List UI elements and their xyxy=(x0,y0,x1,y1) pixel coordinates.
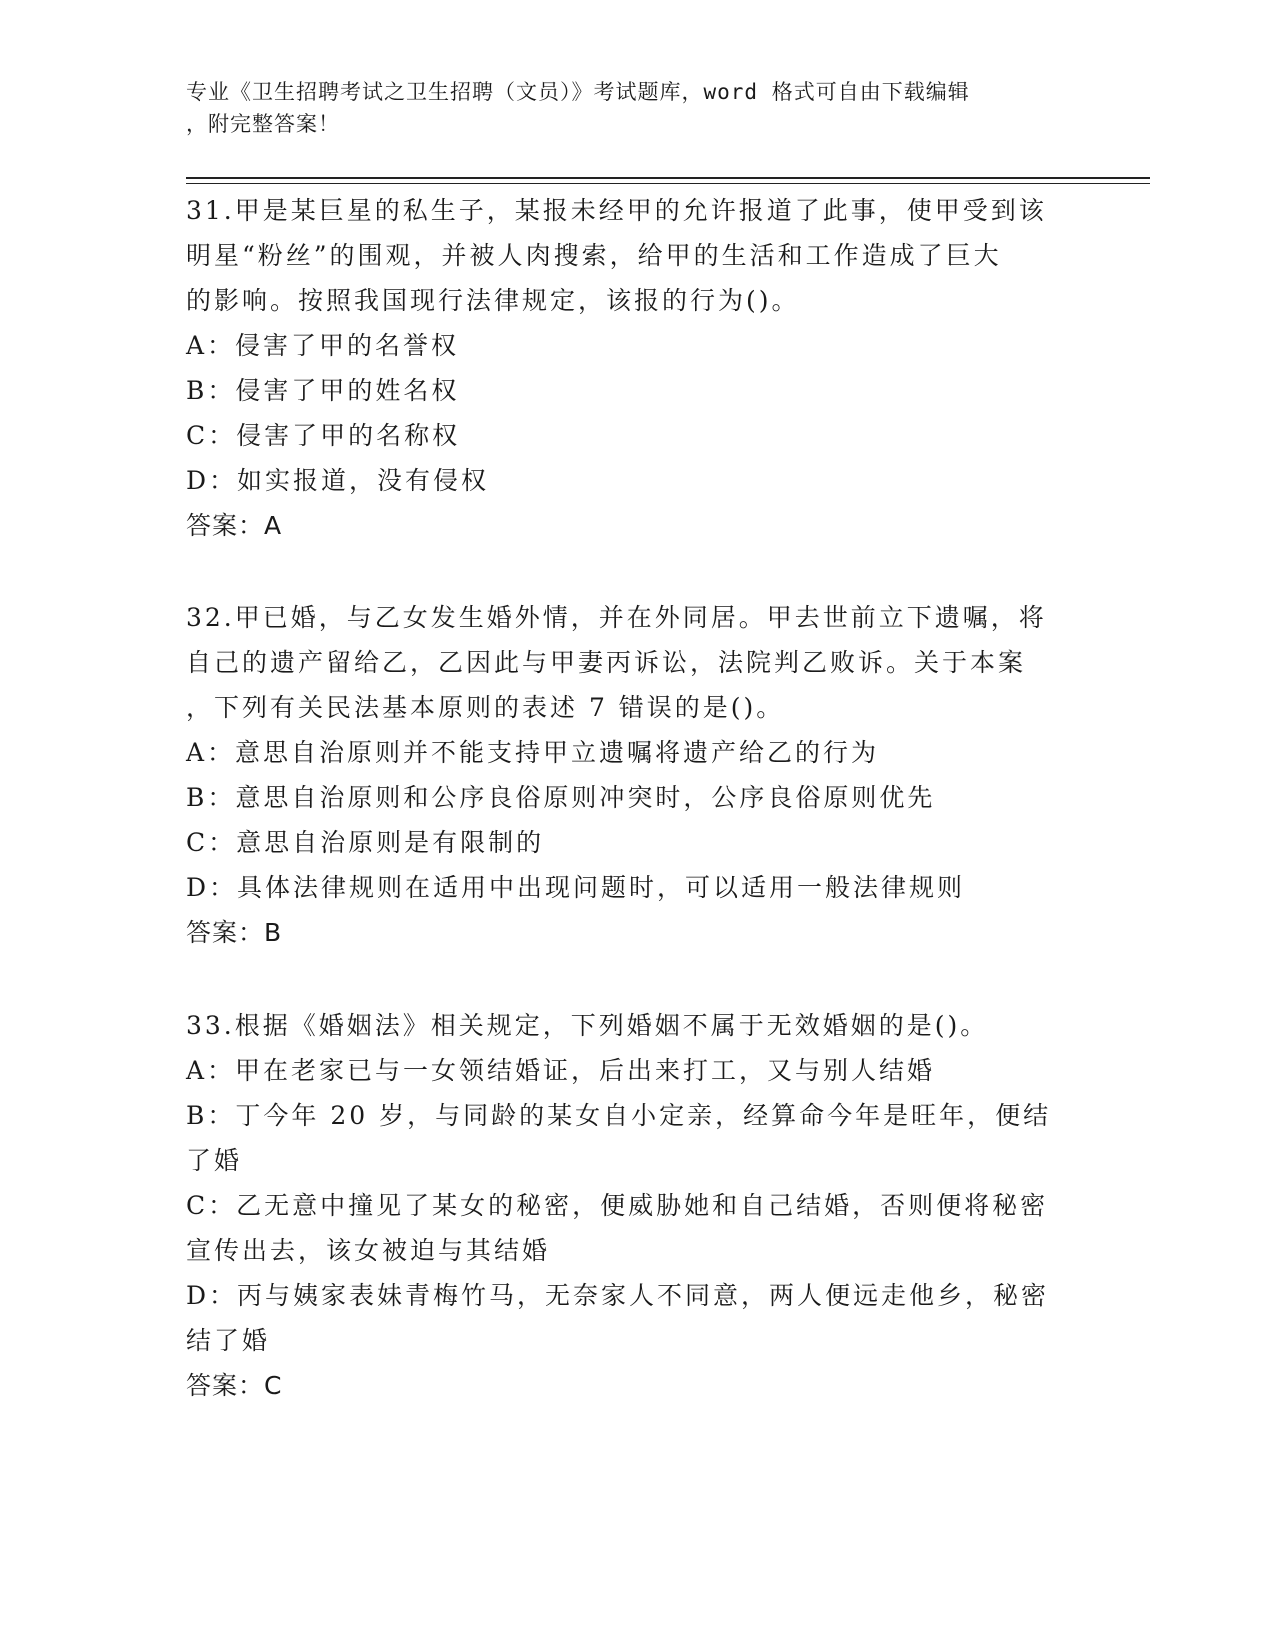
option-b-continued: 了婚 xyxy=(186,1146,243,1175)
option-d-continued: 结了婚 xyxy=(186,1326,271,1355)
question-33 xyxy=(186,1003,1066,1408)
question-stem-line: 明星“粉丝”的围观，并被人肉搜索，给甲的生活和工作造成了巨大 xyxy=(186,241,1002,270)
option-a: A：侵害了甲的名誉权 xyxy=(186,331,460,360)
question-32 xyxy=(186,595,1066,955)
answer-line: 答案：A xyxy=(186,511,283,540)
option-c: C：乙无意中撞见了某女的秘密，便威胁她和自己结婚，否则便将秘密 xyxy=(186,1191,1049,1220)
option-c: C：侵害了甲的名称权 xyxy=(186,421,461,450)
answer-line: 答案：B xyxy=(186,918,283,947)
question-stem-line: 的影响。按照我国现行法律规定，该报的行为()。 xyxy=(186,286,800,315)
question-stem-line: 33.根据《婚姻法》相关规定，下列婚姻不属于无效婚姻的是()。 xyxy=(186,1011,989,1040)
question-stem-line: 31.甲是某巨星的私生子，某报未经甲的允许报道了此事，使甲受到该 xyxy=(186,196,1047,225)
option-c: C：意思自治原则是有限制的 xyxy=(186,828,545,857)
option-a: A：意思自治原则并不能支持甲立遗嘱将遗产给乙的行为 xyxy=(186,738,880,767)
header-note-line: ，附完整答案！ xyxy=(186,112,340,136)
option-c-continued: 宣传出去，该女被迫与其结婚 xyxy=(186,1236,551,1265)
header-divider-thin xyxy=(186,183,1150,184)
option-d: D：丙与姨家表妹青梅竹马，无奈家人不同意，两人便远走他乡，秘密 xyxy=(186,1281,1050,1310)
option-b: B：侵害了甲的姓名权 xyxy=(186,376,460,405)
header-note xyxy=(186,76,1066,140)
header-divider-thick xyxy=(186,177,1150,179)
option-b: B：丁今年 20 岁，与同龄的某女自小定亲，经算命今年是旺年，便结 xyxy=(186,1101,1052,1130)
option-b: B：意思自治原则和公序良俗原则冲突时，公序良俗原则优先 xyxy=(186,783,936,812)
question-stem-line: ，下列有关民法基本原则的表述 7 错误的是()。 xyxy=(186,693,785,722)
question-31 xyxy=(186,188,1066,548)
option-d: D：如实报道，没有侵权 xyxy=(186,466,490,495)
question-stem-line: 32.甲已婚，与乙女发生婚外情，并在外同居。甲去世前立下遗嘱，将 xyxy=(186,603,1047,632)
option-a: A：甲在老家已与一女领结婚证，后出来打工，又与别人结婚 xyxy=(186,1056,936,1085)
answer-line: 答案：C xyxy=(186,1371,283,1400)
header-note-line: 专业《卫生招聘考试之卫生招聘（文员）》考试题库，word 格式可自由下载编辑 xyxy=(186,80,970,104)
option-d: D：具体法律规则在适用中出现问题时，可以适用一般法律规则 xyxy=(186,873,966,902)
question-stem-line: 自己的遗产留给乙，乙因此与甲妻丙诉讼，法院判乙败诉。关于本案 xyxy=(186,648,1027,677)
